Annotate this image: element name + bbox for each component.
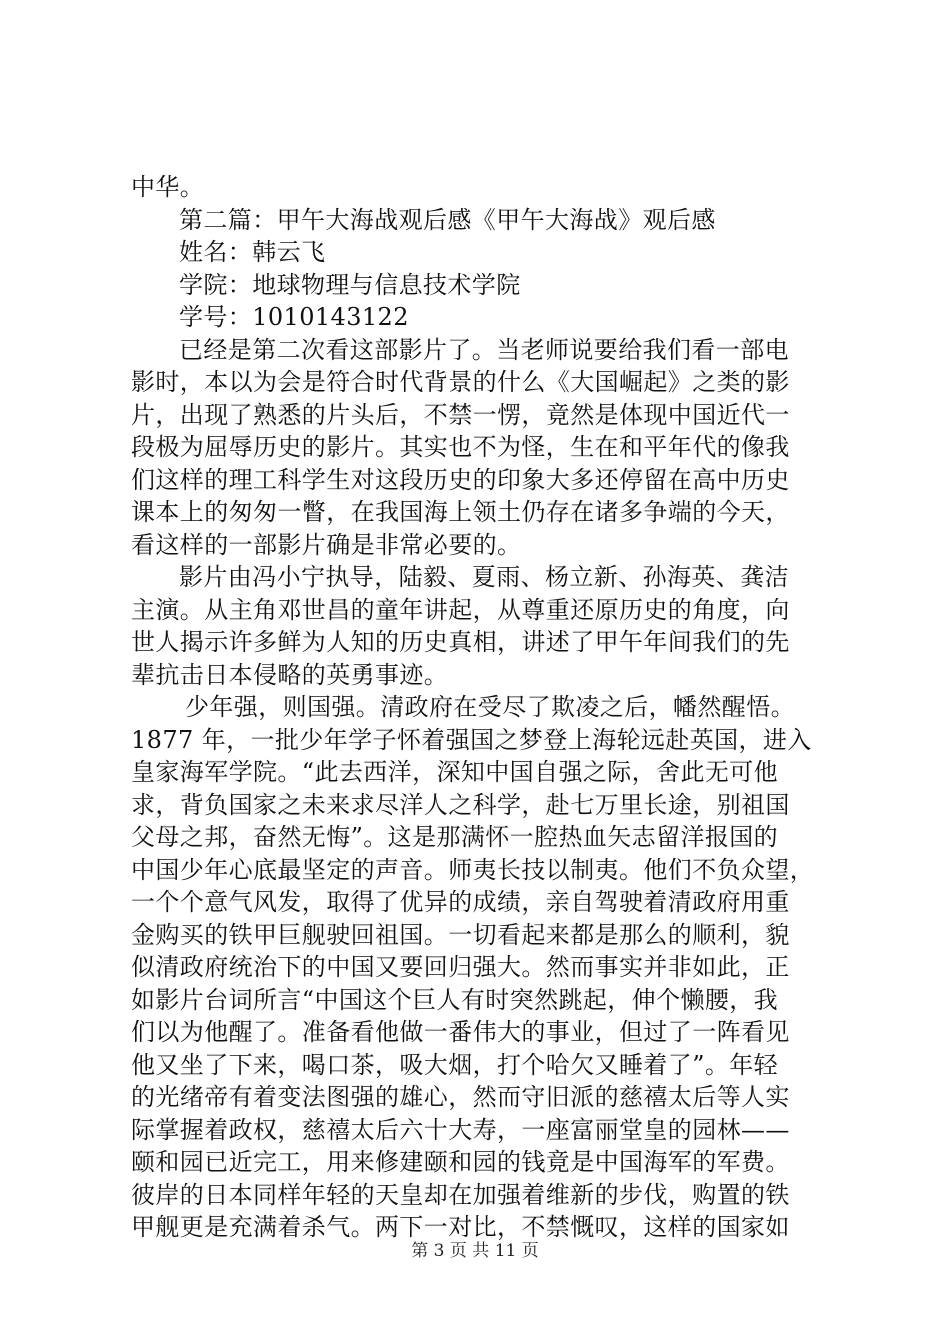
text-line: 辈抗击日本侵略的英勇事迹。: [131, 660, 449, 689]
text-line: 主演。从主角邓世昌的童年讲起，从尊重还原历史的角度，向: [131, 595, 790, 624]
page-number-footer: 第 3 页 共 11 页: [411, 1241, 539, 1261]
text-line: 段极为屈辱历史的影片。其实也不为怪，生在和平年代的像我: [131, 433, 790, 461]
text-line: 颐和园已近完工，用来修建颐和园的钱竟是中国海军的军费。: [131, 1148, 790, 1176]
student-id: 学号：1010143122: [179, 303, 409, 331]
text-line: 似清政府统治下的中国又要回归强大。然而事实并非如此，正: [131, 953, 790, 981]
text-line: 1877 年，一批少年学子怀着强国之梦登上海轮远赴英国，进入: [131, 725, 812, 754]
text-line: 少年强，则国强。清政府在受尽了欺凌之后，幡然醒悟。: [185, 693, 795, 721]
text-line: 的光绪帝有着变法图强的雄心，然而守旧派的慈禧太后等人实: [131, 1083, 790, 1111]
text-line: 看这样的一部影片确是非常必要的。: [131, 530, 522, 559]
text-line: 影片由冯小宁执导，陆毅、夏雨、杨立新、孙海英、龚洁: [179, 563, 789, 591]
text-line: 们以为他醒了。准备看他做一番伟大的事业，但过了一阵看见: [131, 1018, 790, 1046]
document-body: [131, 171, 855, 1244]
text-line: 影时，本以为会是符合时代背景的什么《大国崛起》之类的影: [131, 368, 790, 396]
text-line: 彼岸的日本同样年轻的天皇却在加强着维新的步伐，购置的铁: [131, 1180, 790, 1209]
text-line: 一个个意气风发，取得了优异的成绩，亲自驾驶着清政府用重: [131, 888, 790, 916]
text-line: 课本上的匆匆一瞥，在我国海上领土仍存在诸多争端的今天，: [131, 498, 790, 526]
text-line: 们这样的理工科学生对这段历史的印象大多还停留在高中历史: [131, 465, 790, 494]
text-line: 皇家海军学院。“此去西洋，深知中国自强之际，舍此无可他: [131, 758, 779, 786]
text-line: 他又坐了下来，喝口茶，吸大烟，打个哈欠又睡着了”。年轻: [131, 1050, 779, 1079]
author-college: 学院：地球物理与信息技术学院: [179, 270, 521, 299]
text-line: 世人揭示许多鲜为人知的历史真相，讲述了甲午年间我们的先: [131, 628, 790, 656]
text-line: 求，背负国家之未来求尽洋人之科学，赴七万里长途，别祖国: [131, 790, 790, 819]
text-line: 中国少年心底最坚定的声音。师夷长技以制夷。他们不负众望，: [131, 855, 815, 884]
text-line: 如影片台词所言“中国这个巨人有时突然跳起，伸个懒腰，我: [131, 985, 779, 1014]
text-line: 金购买的铁甲巨舰驶回祖国。一切看起来都是那么的顺利，貌: [131, 920, 790, 949]
text-line: 际掌握着政权，慈禧太后六十大寿，一座富丽堂皇的园林——: [131, 1115, 790, 1144]
text-line: 片，出现了熟悉的片头后，不禁一愣，竟然是体现中国近代一: [131, 400, 790, 429]
author-name: 姓名：韩云飞: [179, 238, 326, 266]
text-line: 父母之邦，奋然无悔”。这是那满怀一腔热血矢志留洋报国的: [131, 823, 779, 851]
section-title: 第二篇：甲午大海战观后感《甲午大海战》观后感: [179, 205, 716, 234]
text-line: 中华。: [131, 173, 205, 201]
text-line: 甲舰更是充满着杀气。两下一对比，不禁慨叹，这样的国家如: [131, 1213, 790, 1241]
text-line: 已经是第二次看这部影片了。当老师说要给我们看一部电: [179, 335, 789, 364]
